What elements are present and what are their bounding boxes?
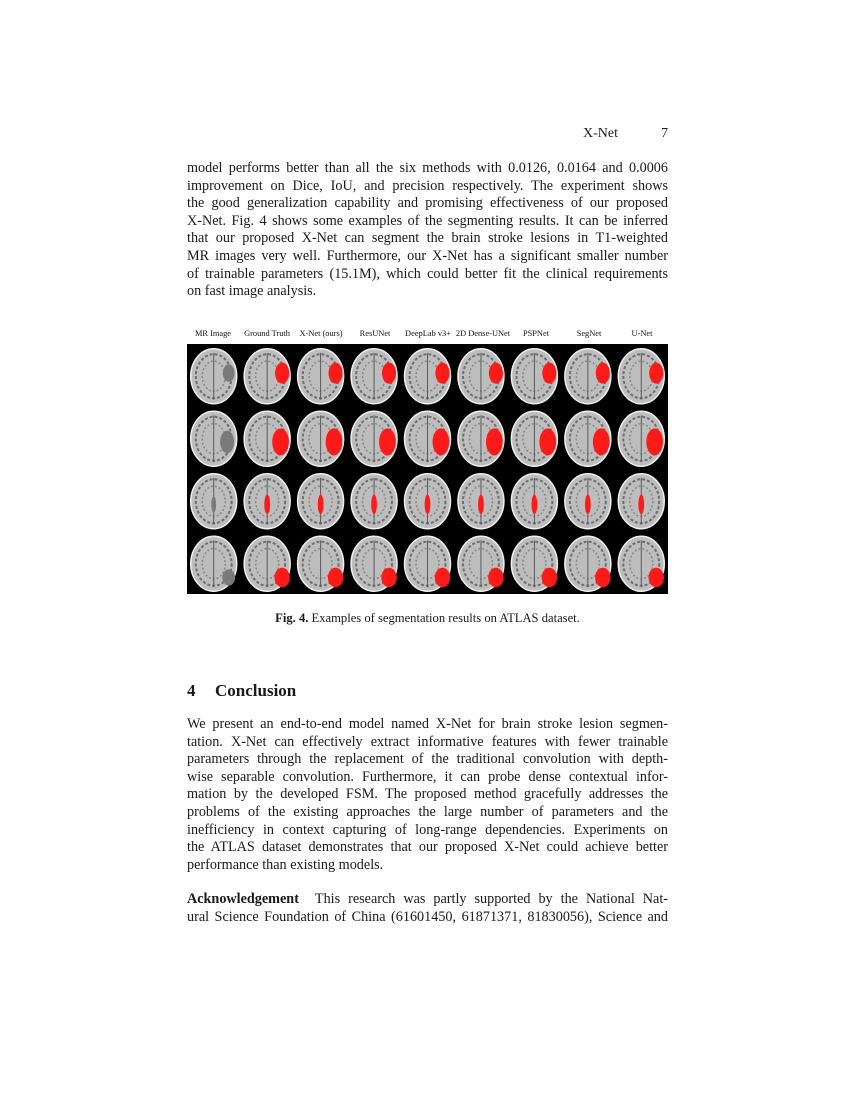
lesion-mask	[328, 568, 343, 588]
lesion-mask	[379, 428, 396, 455]
acknowledgement-heading: Acknowledgement	[187, 891, 299, 907]
lesion-mask	[649, 363, 663, 384]
brain-slice	[565, 349, 611, 404]
brain-slice	[511, 536, 557, 591]
brain-slice	[191, 411, 237, 466]
brain-slice	[298, 536, 344, 591]
brain-slice	[618, 474, 664, 529]
section-title: Conclusion	[215, 681, 297, 700]
lesion-region	[220, 431, 234, 454]
brain-slice	[191, 536, 237, 591]
text-line	[187, 891, 668, 909]
text-line: the good generalization capability and promising effectiveness of our proposed	[187, 195, 668, 212]
brain-slice	[511, 411, 557, 466]
lesion-mask	[435, 568, 450, 588]
running-head	[187, 126, 668, 144]
brain-slice	[405, 536, 451, 591]
brain-slice	[351, 349, 397, 404]
text-line: that our proposed X-Net can segment the brain stroke lesions in T1-weighted	[187, 230, 668, 247]
brain-slice	[405, 474, 451, 529]
acknowledgement-text: This research was partly supported by the National Nat-	[314, 891, 668, 907]
column-label: U-Net	[631, 329, 653, 338]
brain-slice	[511, 474, 557, 529]
lesion-mask	[478, 495, 484, 515]
brain-slice	[298, 349, 344, 404]
section-number: 4	[187, 681, 196, 700]
lesion-mask	[638, 495, 644, 515]
lesion-mask	[489, 363, 503, 384]
brain-slice	[511, 349, 557, 404]
running-head-title: X-Net	[583, 126, 618, 141]
brain-slice	[298, 411, 344, 466]
lesion-mask	[486, 428, 503, 455]
segmentation-image-grid	[187, 344, 668, 594]
brain-slice	[244, 411, 290, 466]
text-line: tation. X-Net can effectively extract informative features with fewer trainable	[187, 733, 668, 750]
brain-slice	[618, 411, 664, 466]
conclusion-paragraph	[187, 716, 668, 874]
lesion-mask	[264, 495, 270, 515]
page-number: 7	[661, 126, 668, 141]
acknowledgement-paragraph	[187, 891, 668, 926]
brain-mri-grid	[187, 344, 668, 594]
lesion-mask	[272, 428, 289, 455]
brain-slice	[351, 474, 397, 529]
lesion-mask	[532, 495, 538, 515]
text-line: MR images very well. Furthermore, our X-Net has a significant smaller number	[187, 247, 668, 264]
brain-slice	[244, 474, 290, 529]
brain-slice	[458, 474, 504, 529]
lesion-mask	[371, 495, 377, 515]
figure-column-labels	[187, 324, 668, 342]
brain-slice	[458, 349, 504, 404]
text-line: the ATLAS dataset demonstrates that our proposed X-Net could achieve better	[187, 839, 668, 856]
brain-slice	[618, 536, 664, 591]
lesion-mask	[381, 568, 396, 588]
lesion-mask	[539, 428, 556, 455]
text-line: of trainable parameters (15.1M), which could better fit the clinical requirements	[187, 265, 668, 282]
intro-paragraph	[187, 160, 668, 301]
brain-slice	[458, 411, 504, 466]
brain-slice	[565, 536, 611, 591]
brain-slice	[244, 536, 290, 591]
text-line: model performs better than all the six methods with 0.0126, 0.0164 and 0.0006	[187, 160, 668, 176]
lesion-mask	[646, 428, 663, 455]
text-line: parameters through the replacement of the traditional convolution with depth-	[187, 751, 668, 768]
lesion-mask	[542, 568, 557, 588]
lesion-mask	[274, 568, 289, 588]
brain-slice	[565, 474, 611, 529]
lesion-mask	[649, 568, 664, 588]
lesion-mask	[596, 363, 610, 384]
column-label: 2D Dense-UNet	[455, 329, 511, 338]
lesion-mask	[593, 428, 610, 455]
text-line: wise separable convolution. Furthermore, it can probe dense contextual infor-	[187, 768, 668, 785]
text-line: We present an end-to-end model named X-Net for brain stroke lesion segmen-	[187, 716, 668, 732]
brain-slice	[618, 349, 664, 404]
section-heading	[187, 681, 296, 701]
brain-slice	[351, 411, 397, 466]
lesion-mask	[318, 495, 324, 515]
brain-slice	[298, 474, 344, 529]
text-line: ural Science Foundation of China (61601450, 61871371, 81830056), Science and	[187, 908, 668, 925]
column-label: DeepLab v3+	[405, 329, 451, 338]
brain-slice	[405, 349, 451, 404]
text-line: problems of the existing approaches the large number of parameters and the	[187, 803, 668, 820]
lesion-mask	[542, 363, 556, 384]
lesion-mask	[488, 568, 503, 588]
lesion-mask	[275, 363, 289, 384]
brain-slice	[458, 536, 504, 591]
lesion-mask	[595, 568, 610, 588]
brain-slice	[351, 536, 397, 591]
lesion-mask	[382, 363, 396, 384]
caption-text: Examples of segmentation results on ATLAS dataset.	[311, 611, 580, 625]
column-label: PSPNet	[522, 329, 550, 338]
lesion-mask	[326, 428, 343, 455]
text-line: on fast image analysis.	[187, 283, 317, 300]
lesion-mask	[585, 495, 591, 515]
lesion-region	[222, 569, 235, 585]
caption-label: Fig. 4.	[275, 611, 309, 625]
text-line: X-Net. Fig. 4 shows some examples of the segmenting results. It can be inferred	[187, 212, 668, 229]
brain-slice	[565, 411, 611, 466]
column-label: ResUNet	[359, 329, 391, 338]
figure-4	[187, 324, 668, 594]
brain-slice	[405, 411, 451, 466]
brain-slice	[244, 349, 290, 404]
column-label: X-Net (ours)	[299, 329, 343, 338]
text-line: mation by the developed FSM. The proposed method gracefully addresses the	[187, 786, 668, 803]
lesion-mask	[329, 363, 343, 384]
text-line: performance than existing models.	[187, 856, 384, 873]
lesion-region	[211, 496, 216, 512]
brain-slice	[191, 349, 237, 404]
lesion-mask	[425, 495, 431, 515]
lesion-mask	[433, 428, 450, 455]
column-label: Ground Truth	[244, 329, 290, 338]
column-label: MR Image	[194, 329, 232, 338]
text-line: improvement on Dice, IoU, and precision respectively. The experiment shows	[187, 177, 668, 194]
lesion-mask	[435, 363, 449, 384]
text-line: inefficiency in context capturing of long-range dependencies. Experiments on	[187, 821, 668, 838]
brain-slice	[191, 474, 237, 529]
column-label: SegNet	[576, 329, 602, 338]
lesion-region	[223, 364, 235, 382]
figure-caption	[187, 611, 668, 626]
